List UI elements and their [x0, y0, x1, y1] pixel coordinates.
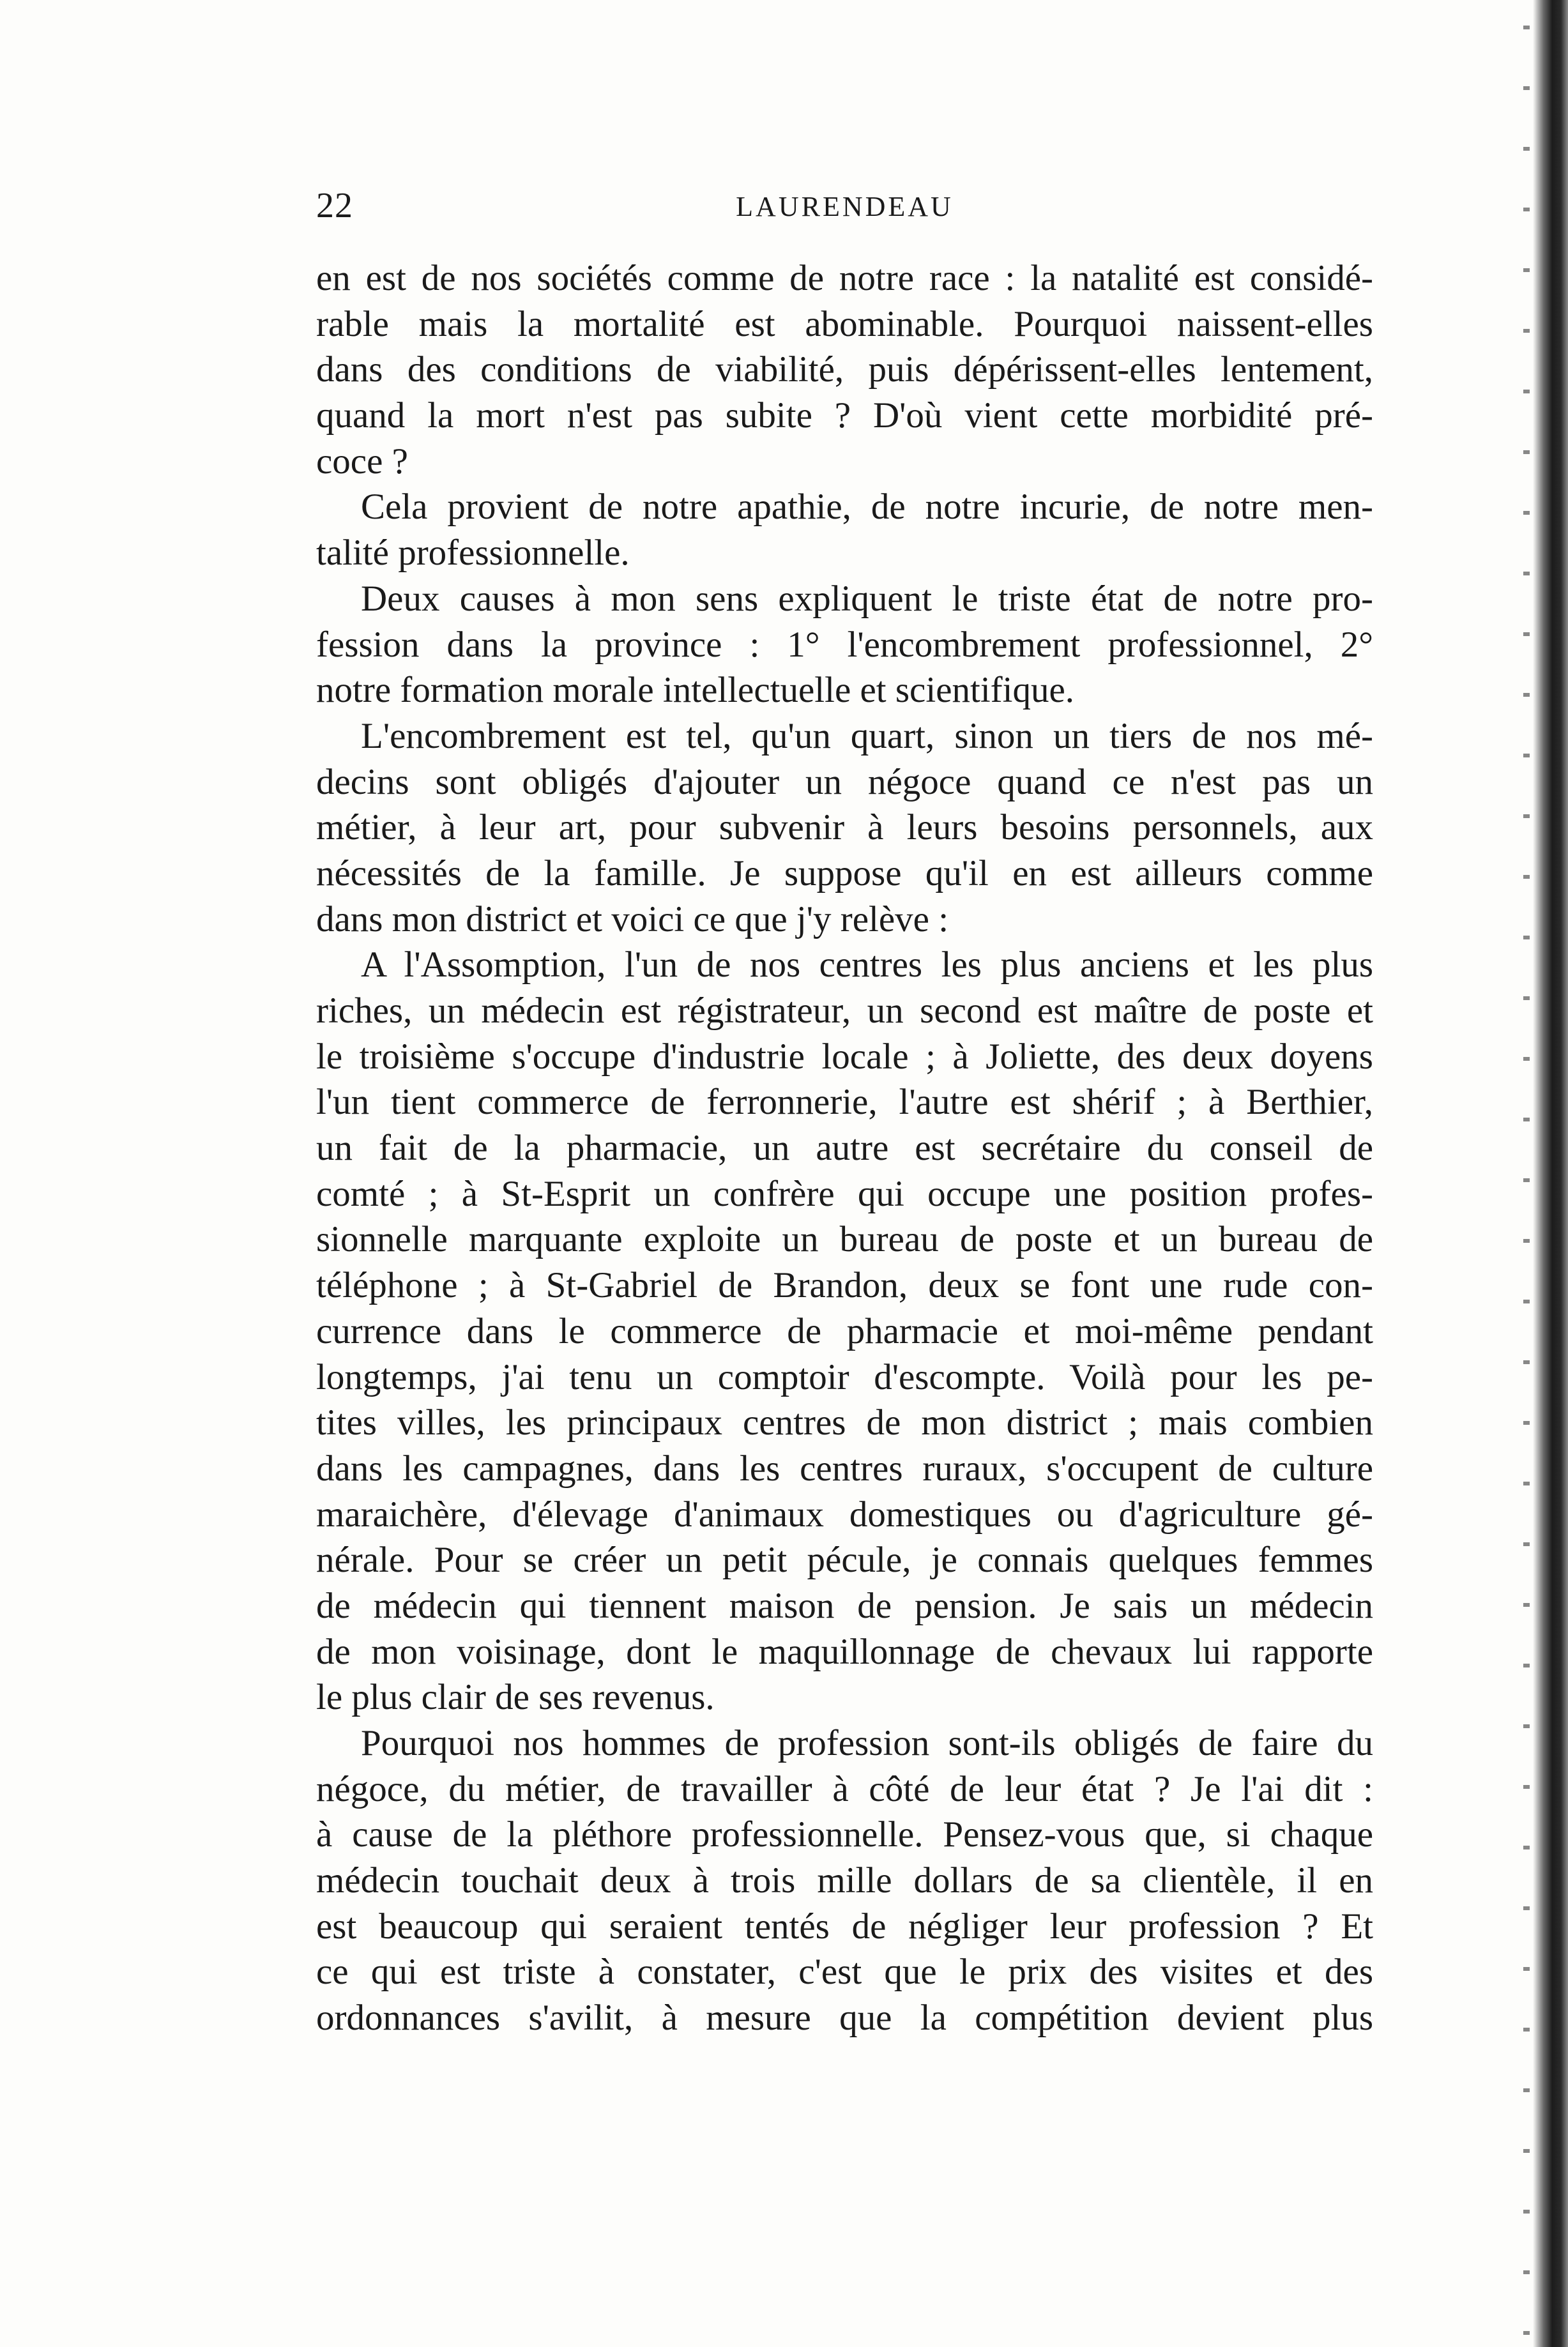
page-binding-edge [1533, 0, 1568, 2347]
text-line: le plus clair de ses revenus. [316, 1677, 715, 1718]
page-number: 22 [316, 186, 353, 225]
text-line: l'un tient commerce de ferronnerie, l'autre est shérif ; à Berthier, [316, 1082, 1373, 1123]
text-line: notre formation morale intellectuelle et scientifique. [316, 670, 1075, 711]
text-line: dans les campagnes, dans les centres ruraux, s'occupent de culture [316, 1448, 1373, 1489]
text-line: le troisième s'occupe d'industrie locale ; à Joliette, des deux doyens [316, 1036, 1373, 1077]
text-line: tites villes, les principaux centres de mon district ; mais combien [316, 1402, 1373, 1443]
text-line: dans mon district et voici ce que j'y relève : [316, 899, 949, 939]
text-line: currence dans le commerce de pharmacie et moi-même pendant [316, 1310, 1373, 1351]
text-line: coce ? [316, 441, 408, 482]
text-line: Pourquoi nos hommes de profession sont-ils obligés de faire du [361, 1723, 1373, 1763]
text-line: L'encombrement est tel, qu'un quart, sinon un tiers de nos mé- [361, 715, 1373, 756]
text-line: ordonnances s'avilit, à mesure que la compétition devient plus [316, 1998, 1373, 2039]
text-line: dans des conditions de viabilité, puis dépérissent-elles lentement, [316, 349, 1373, 390]
text-line: médecin touchait deux à trois mille dollars de sa clientèle, il en [316, 1860, 1373, 1901]
text-line: négoce, du métier, de travailler à côté de leur état ? Je l'ai dit : [316, 1768, 1373, 1809]
text-line: de mon voisinage, dont le maquillonnage de chevaux lui rapporte [316, 1631, 1373, 1672]
text-line: à cause de la pléthore professionnelle. Pensez-vous que, si chaque [316, 1814, 1373, 1855]
text-line: ce qui est triste à constater, c'est que le prix des visites et des [316, 1952, 1373, 1993]
text-line: A l'Assomption, l'un de nos centres les plus anciens et les plus [361, 945, 1373, 985]
text-line: talité professionnelle. [316, 533, 630, 573]
page-header [316, 185, 1373, 243]
text-line: un fait de la pharmacie, un autre est secrétaire du conseil de [316, 1128, 1373, 1169]
text-line: est beaucoup qui seraient tentés de négliger leur profession ? Et [316, 1906, 1373, 1947]
text-line: quand la mort n'est pas subite ? D'où vient cette morbidité pré- [316, 395, 1373, 436]
text-line: nérale. Pour se créer un petit pécule, je connais quelques femmes [316, 1540, 1373, 1581]
text-line: téléphone ; à St-Gabriel de Brandon, deux se font une rude con- [316, 1265, 1373, 1306]
text-line: nécessités de la famille. Je suppose qu'il en est ailleurs comme [316, 853, 1373, 893]
text-line: Deux causes à mon sens expliquent le triste état de notre pro- [361, 578, 1373, 619]
text-line: en est de nos sociétés comme de notre race : la natalité est considé- [316, 258, 1373, 298]
page-edge-shadow [1523, 0, 1530, 2347]
text-line: riches, un médecin est régistrateur, un second est maître de poste et [316, 991, 1373, 1031]
text-line: de médecin qui tiennent maison de pension. Je sais un médecin [316, 1585, 1373, 1626]
text-line: rable mais la mortalité est abominable. Pourquoi naissent-elles [316, 303, 1373, 344]
text-line: sionnelle marquante exploite un bureau de poste et un bureau de [316, 1219, 1373, 1260]
text-line: fession dans la province : 1° l'encombrement professionnel, 2° [316, 624, 1373, 665]
text-line: comté ; à St-Esprit un confrère qui occupe une position profes- [316, 1173, 1373, 1214]
text-line: Cela provient de notre apathie, de notre incurie, de notre men- [361, 487, 1373, 528]
text-line: maraichère, d'élevage d'animaux domestiques ou d'agriculture gé- [316, 1494, 1373, 1535]
text-line: decins sont obligés d'ajouter un négoce quand ce n'est pas un [316, 761, 1373, 802]
text-line: métier, à leur art, pour subvenir à leurs besoins personnels, aux [316, 807, 1373, 848]
running-head: LAURENDEAU [736, 191, 954, 222]
text-line: longtemps, j'ai tenu un comptoir d'escompte. Voilà pour les pe- [316, 1356, 1373, 1397]
body-text [316, 255, 1373, 2041]
